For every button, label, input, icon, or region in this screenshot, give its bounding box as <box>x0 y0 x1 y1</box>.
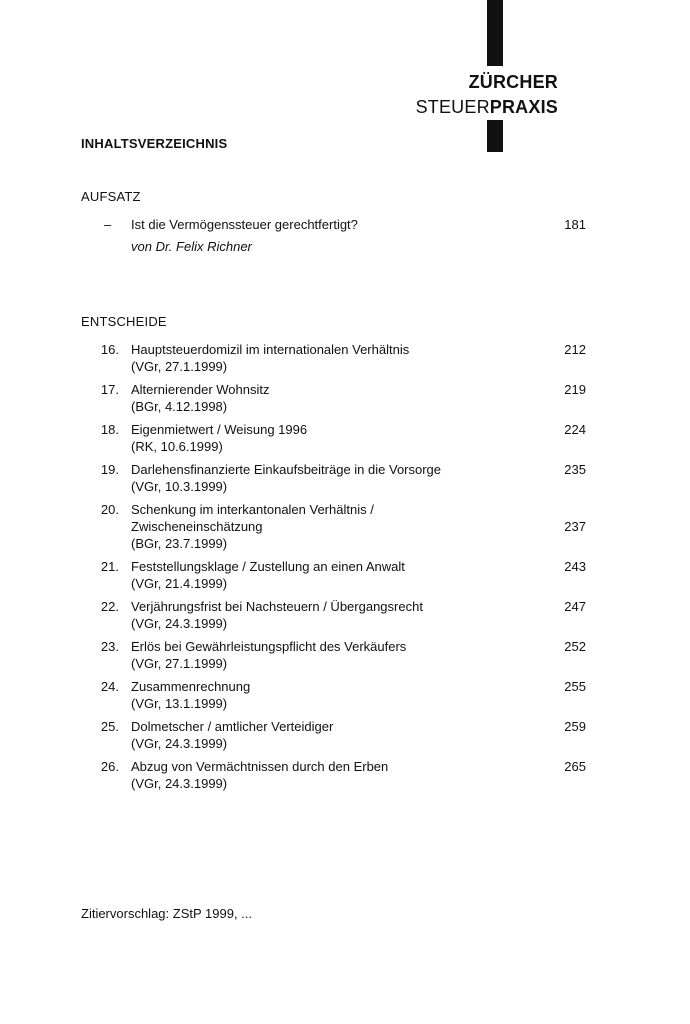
entry-content <box>131 638 531 672</box>
section-title-entscheide: ENTSCHEIDE <box>81 314 167 329</box>
essay-author: von Dr. Felix Richner <box>131 239 252 254</box>
entry-title-line: Hauptsteuerdomizil im internationalen Verhältnis <box>131 342 410 357</box>
entry-page-number: 247 <box>564 599 586 614</box>
entry-title-line: Zusammenrechnung <box>131 679 251 694</box>
entry-number: 21. <box>100 559 119 574</box>
entry-content <box>131 558 531 592</box>
masthead-line-2 <box>416 97 558 118</box>
masthead-bar-top <box>487 0 503 66</box>
entry-reference: (RK, 10.6.1999) <box>131 439 223 454</box>
entry-reference: (VGr, 27.1.1999) <box>131 656 228 671</box>
entry-title-line: Alternierender Wohnsitz <box>131 382 270 397</box>
essay-title: Ist die Vermögenssteuer gerechtfertigt? <box>131 217 358 232</box>
entry-content <box>131 421 531 455</box>
entry-number: 22. <box>100 599 119 614</box>
entry-title-line: Zwischeneinschätzung <box>131 519 263 534</box>
entry-title-line: Verjährungsfrist bei Nachsteuern / Übergangsrecht <box>131 599 423 614</box>
entry-number: 18. <box>100 422 119 437</box>
entry-page-number: 255 <box>564 679 586 694</box>
entry-title-line: Schenkung im interkantonalen Verhältnis / <box>131 502 374 517</box>
entry-title-line: Abzug von Vermächtnissen durch den Erben <box>131 759 389 774</box>
entry-page-number: 252 <box>564 639 586 654</box>
decisions-list <box>0 341 690 798</box>
entry-number: 20. <box>100 502 119 517</box>
toc-entry[interactable] <box>0 718 690 752</box>
entry-number: 26. <box>100 759 119 774</box>
masthead-bar-bottom <box>487 120 503 152</box>
toc-entry[interactable] <box>0 758 690 792</box>
toc-entry[interactable] <box>0 501 690 552</box>
entry-reference: (VGr, 24.3.1999) <box>131 736 228 751</box>
toc-entry[interactable] <box>0 598 690 632</box>
entry-number: 17. <box>100 382 119 397</box>
entry-content <box>131 758 531 792</box>
masthead-word-praxis: PRAXIS <box>489 97 558 117</box>
entry-number: 19. <box>100 462 119 477</box>
entry-reference: (VGr, 24.3.1999) <box>131 776 228 791</box>
entry-title-line: Feststellungsklage / Zustellung an einen Anwalt <box>131 559 405 574</box>
entry-reference: (VGr, 27.1.1999) <box>131 359 228 374</box>
entry-content <box>131 341 531 375</box>
entry-number: 25. <box>100 719 119 734</box>
masthead-line-1: ZÜRCHER <box>468 72 558 92</box>
toc-entry[interactable] <box>0 421 690 455</box>
entry-reference: (VGr, 24.3.1999) <box>131 616 228 631</box>
entry-title-line: Darlehensfinanzierte Einkaufsbeiträge in die Vorsorge <box>131 462 442 477</box>
entry-content <box>131 718 531 752</box>
entry-title-line: Dolmetscher / amtlicher Verteidiger <box>131 719 334 734</box>
entry-page-number: 219 <box>564 382 586 397</box>
entry-content <box>131 501 531 552</box>
masthead-word-steuer: STEUER <box>415 97 490 117</box>
entry-page-number: 235 <box>564 462 586 477</box>
entry-page-number: 224 <box>564 422 586 437</box>
entry-content <box>131 678 531 712</box>
entry-page-number: 237 <box>564 519 586 534</box>
section-title-aufsatz: AUFSATZ <box>81 189 141 204</box>
entry-reference: (BGr, 23.7.1999) <box>131 536 228 551</box>
entry-content <box>131 598 531 632</box>
entry-title-line: Erlös bei Gewährleistungspflicht des Verkäufers <box>131 639 407 654</box>
entry-reference: (VGr, 13.1.1999) <box>131 696 228 711</box>
entry-page-number: 212 <box>564 342 586 357</box>
toc-entry[interactable] <box>0 381 690 415</box>
toc-entry[interactable] <box>0 678 690 712</box>
toc-entry[interactable] <box>0 461 690 495</box>
entry-title-line: Eigenmietwert / Weisung 1996 <box>131 422 308 437</box>
essay-page-number: 181 <box>564 217 586 232</box>
page-title: INHALTSVERZEICHNIS <box>81 136 228 151</box>
entry-page-number: 243 <box>564 559 586 574</box>
entry-number: 24. <box>100 679 119 694</box>
citation-suggestion: Zitiervorschlag: ZStP 1999, ... <box>81 906 252 921</box>
toc-entry[interactable] <box>0 341 690 375</box>
entry-page-number: 259 <box>564 719 586 734</box>
toc-entry[interactable] <box>0 558 690 592</box>
entry-number: 23. <box>100 639 119 654</box>
entry-number: 16. <box>100 342 119 357</box>
toc-entry[interactable] <box>0 638 690 672</box>
entry-reference: (VGr, 21.4.1999) <box>131 576 228 591</box>
essay-dash: – <box>104 217 112 232</box>
entry-content <box>131 381 531 415</box>
entry-reference: (BGr, 4.12.1998) <box>131 399 228 414</box>
entry-reference: (VGr, 10.3.1999) <box>131 479 228 494</box>
entry-content <box>131 461 531 495</box>
entry-page-number: 265 <box>564 759 586 774</box>
